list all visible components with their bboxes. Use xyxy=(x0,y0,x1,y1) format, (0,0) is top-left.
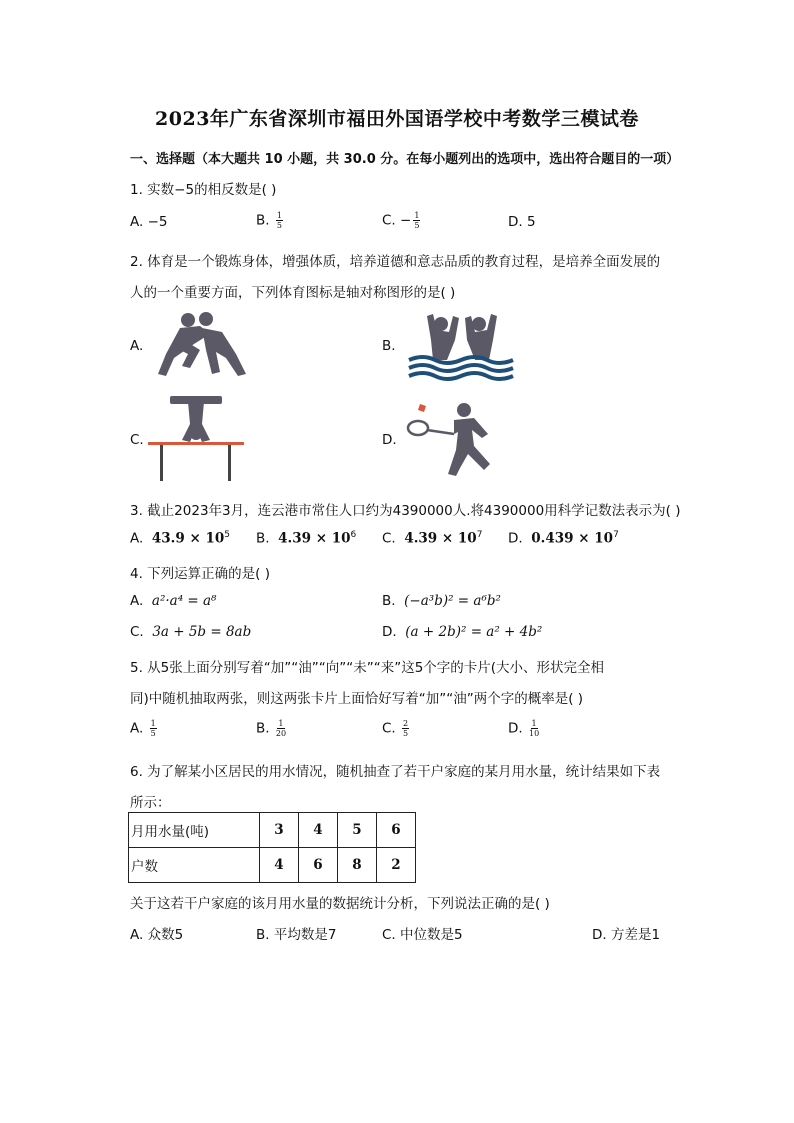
q4-option-d: D. (a + 2b)² = a² + 4b² xyxy=(382,624,543,640)
table-row xyxy=(129,813,416,848)
q5-option-d: D. $\frac{1}{10}$ xyxy=(508,719,540,738)
table-cell: 4 xyxy=(260,848,299,883)
q3-option-b: B. $4.39 \times 10^6$ xyxy=(256,530,357,547)
water-usage-table xyxy=(128,812,416,883)
q1-option-a: A. −5 xyxy=(130,214,168,230)
q1-b-fraction: $\frac{1}{5}$ xyxy=(276,211,282,230)
q3-option-a: A. $43.9 \times 10^5$ xyxy=(130,530,231,547)
question-3-stem: 3. 截止2023年3月，连云港市常住人口约为4390000人.将4390000用科学记数法表示为( ) xyxy=(130,503,681,519)
q1-option-d: D. 5 xyxy=(508,214,536,230)
badminton-icon xyxy=(404,400,516,480)
question-5-stem-line1: 5. 从5张上面分别写着“加”“油”“向”“未”“来”这5个字的卡片(大小、形状完全相 xyxy=(130,660,605,676)
table-cell: 6 xyxy=(377,813,416,848)
q6-option-c: C. 中位数是5 xyxy=(382,927,463,943)
gymnastics-icon xyxy=(148,394,244,482)
q6-option-a: A. 众数5 xyxy=(130,927,184,943)
question-5-stem-line2: 同)中随机抽取两张，则这两张卡片上面恰好写着“加”“油”两个字的概率是( ) xyxy=(130,691,584,707)
table-row-header: 月用水量(吨) xyxy=(129,813,260,848)
table-cell: 5 xyxy=(338,813,377,848)
q6-option-d: D. 方差是1 xyxy=(592,927,661,943)
question-1-stem: 1. 实数−5的相反数是( ) xyxy=(130,182,277,198)
q4-option-a: A. a²·a⁴ = a⁸ xyxy=(130,593,217,609)
water-polo-icon xyxy=(405,310,517,382)
table-row xyxy=(129,848,416,883)
table-cell: 6 xyxy=(299,848,338,883)
q2-option-b-label: B. xyxy=(382,338,396,354)
q1-option-b: B. $\frac{1}{5}$ xyxy=(256,211,282,230)
table-cell: 2 xyxy=(377,848,416,883)
q5-option-c: C. $\frac{2}{5}$ xyxy=(382,719,409,738)
question-6-stem-line2: 所示： xyxy=(130,795,171,811)
table-cell: 8 xyxy=(338,848,377,883)
q5-option-a: A. $\frac{1}{5}$ xyxy=(130,719,156,738)
q2-option-c-label: C. xyxy=(130,432,144,448)
q4-option-c: C. 3a + 5b = 8ab xyxy=(130,624,252,640)
q3-option-d: D. $0.439 \times 10^7$ xyxy=(508,530,619,547)
q1-option-c: C. − $\frac{1}{5}$ xyxy=(382,211,420,230)
question-6-stem-line3: 关于这若干户家庭的该月用水量的数据统计分析，下列说法正确的是( ) xyxy=(130,896,550,912)
table-cell: 4 xyxy=(299,813,338,848)
question-2-stem-line1: 2. 体育是一个锻炼身体，增强体质，培养道德和意志品质的教育过程，是培养全面发展的 xyxy=(130,254,661,270)
question-4-stem: 4. 下列运算正确的是( ) xyxy=(130,566,270,582)
q3-option-c: C. $4.39 \times 10^7$ xyxy=(382,530,483,547)
wrestling-icon xyxy=(150,310,250,380)
table-row-header: 户数 xyxy=(129,848,260,883)
q5-option-b: B. $\frac{1}{20}$ xyxy=(256,719,287,738)
q2-option-d-label: D. xyxy=(382,432,397,448)
section-heading: 一、选择题（本大题共 10 小题，共 30.0 分。在每小题列出的选项中，选出符合题目的一项） xyxy=(130,152,680,167)
q2-option-a-label: A. xyxy=(130,338,144,354)
question-2-stem-line2: 人的一个重要方面，下列体育图标是轴对称图形的是( ) xyxy=(130,285,456,301)
q1-c-fraction: $\frac{1}{5}$ xyxy=(414,211,420,230)
q6-option-b: B. 平均数是7 xyxy=(256,927,337,943)
question-6-stem-line1: 6. 为了解某小区居民的用水情况，随机抽查了若干户家庭的某月用水量，统计结果如下表 xyxy=(130,764,661,780)
page-title: 2023年广东省深圳市福田外国语学校中考数学三模试卷 xyxy=(155,108,639,130)
q4-option-b: B. (−a³b)² = a⁶b² xyxy=(382,593,501,609)
table-cell: 3 xyxy=(260,813,299,848)
